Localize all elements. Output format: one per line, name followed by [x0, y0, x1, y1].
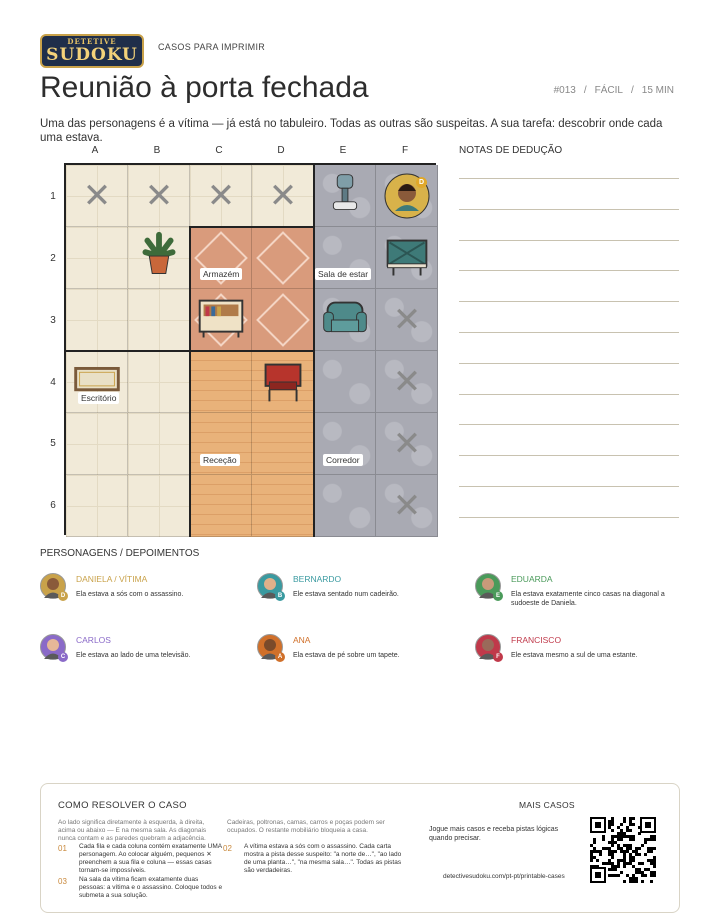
- grid-cell-E6[interactable]: [314, 475, 376, 537]
- character-avatar: [475, 573, 501, 599]
- room-label: Escritório: [78, 392, 119, 404]
- row-header: 4: [50, 377, 56, 388]
- note-line[interactable]: [459, 178, 679, 179]
- more-cases-link[interactable]: detectivesudoku.com/pt-pt/printable-cases: [443, 873, 565, 880]
- character-avatar: [257, 634, 283, 660]
- note-line[interactable]: [459, 486, 679, 487]
- character-avatar: [475, 634, 501, 660]
- character-statement: Ele estava sentado num cadeirão.: [293, 591, 399, 598]
- character-badge: D: [58, 591, 68, 601]
- character-badge: F: [493, 652, 503, 662]
- instructions-panel: [40, 783, 680, 913]
- row-header: 2: [50, 253, 56, 264]
- row-header: 3: [50, 315, 56, 326]
- eliminated-x-mark: ✕: [392, 424, 422, 464]
- qr-code[interactable]: [588, 815, 658, 885]
- character-statement: Ele estava ao lado de uma televisão.: [76, 652, 191, 659]
- grid-cell-D6[interactable]: [252, 475, 314, 537]
- column-header: D: [277, 145, 285, 156]
- room-label: Corredor: [323, 454, 363, 466]
- game-board: [64, 163, 436, 535]
- grid-cell-D5[interactable]: [252, 413, 314, 475]
- character-statement: Ela estava a sós com o assassino.: [76, 591, 184, 598]
- step-number: 02: [223, 844, 232, 853]
- plant-icon: [128, 227, 190, 289]
- grid-cell-A3[interactable]: [66, 289, 128, 351]
- column-header: B: [153, 145, 161, 156]
- column-header: C: [215, 145, 223, 156]
- intro-text: Uma das personagens é a vítima — já está no tabuleiro. Todas as outras são suspeitas. A sua tarefa: descobrir onde cada uma estava.: [40, 118, 663, 144]
- floor-pattern: [256, 293, 310, 347]
- note-line[interactable]: [459, 209, 679, 210]
- grid-cell-B4[interactable]: [128, 351, 190, 413]
- character-avatar: [257, 573, 283, 599]
- chair-icon: [252, 351, 314, 413]
- television-icon: [376, 227, 438, 289]
- character-card: [475, 634, 685, 674]
- note-line[interactable]: [459, 363, 679, 364]
- note-line[interactable]: [459, 424, 679, 425]
- character-statement: Ele estava mesmo a sul de uma estante.: [511, 652, 638, 659]
- character-badge: B: [275, 591, 285, 601]
- eliminated-x-mark: ✕: [392, 486, 422, 526]
- case-duration: 15 MIN: [641, 85, 674, 96]
- characters-title: PERSONAGENS / DEPOIMENTOS: [40, 548, 200, 559]
- character-badge: A: [275, 652, 285, 662]
- row-header: 6: [50, 500, 56, 511]
- more-cases-title: MAIS CASOS: [519, 800, 575, 810]
- logo-top-text: DETETIVE: [67, 37, 117, 46]
- page-title: Reunião à porta fechada: [40, 71, 369, 104]
- logo-main-text: SUDOKU: [46, 45, 138, 65]
- meta-separator: /: [630, 85, 634, 96]
- character-avatar: [40, 573, 66, 599]
- case-difficulty: FÁCIL: [594, 85, 623, 96]
- room-label: Armazém: [200, 268, 242, 280]
- character-name: BERNARDO: [293, 574, 342, 584]
- how-to-title: COMO RESOLVER O CASO: [58, 800, 187, 811]
- armchair-icon: [314, 289, 376, 351]
- character-statement: Ela estava exatamente cinco casas na diagonal a sudoeste de Daniela.: [511, 591, 665, 607]
- case-meta: [550, 85, 678, 96]
- how-to-note: Cadeiras, poltronas, camas, carros e poças podem ser ocupados. O restante mobiliário bloqueia a casa.: [227, 819, 385, 834]
- eliminated-x-mark: ✕: [392, 300, 422, 340]
- character-name: ANA: [293, 635, 311, 645]
- step-number: 01: [58, 844, 67, 853]
- eliminated-x-mark: ✕: [82, 176, 112, 216]
- how-to-intro: Ao lado significa diretamente à esquerda, à direita, acima ou abaixo — E na mesma sala. As diagonais nunca contam e as paredes quebram a adjacência.: [58, 819, 207, 842]
- step-number: 03: [58, 877, 67, 886]
- step-text: A vítima estava a sós com o assassino. Cada carta mostra a pista desse suspeito: "a norte de…", "ao lado de uma planta…", "na mesma sala…". Todas as pistas são verdadeiras.: [244, 843, 402, 874]
- grid-cell-B5[interactable]: [128, 413, 190, 475]
- note-line[interactable]: [459, 455, 679, 456]
- character-badge: C: [58, 652, 68, 662]
- grid-cell-A2[interactable]: [66, 227, 128, 289]
- more-cases-text: Jogue mais casos e receba pistas lógicas quando precisar.: [429, 826, 559, 842]
- note-line[interactable]: [459, 394, 679, 395]
- column-header: F: [401, 145, 409, 156]
- column-header: E: [339, 145, 347, 156]
- eliminated-x-mark: ✕: [206, 176, 236, 216]
- victim-daniela-token: [376, 165, 438, 227]
- room-label: Receção: [200, 454, 240, 466]
- eliminated-x-mark: ✕: [392, 362, 422, 402]
- grid-cell-B6[interactable]: [128, 475, 190, 537]
- lamp-icon: [314, 165, 376, 227]
- note-line[interactable]: [459, 270, 679, 271]
- note-line[interactable]: [459, 240, 679, 241]
- note-line[interactable]: [459, 332, 679, 333]
- floor-pattern: [256, 231, 310, 285]
- room-label: Sala de estar: [315, 268, 371, 280]
- grid-cell-A6[interactable]: [66, 475, 128, 537]
- eliminated-x-mark: ✕: [144, 176, 174, 216]
- character-name: DANIELA / VÍTIMA: [76, 574, 148, 584]
- step-text: Cada fila e cada coluna contém exatamente UMA personagem. Ao colocar alguém, pequenos ✕ preenchem a sua fila e coluna — essas casas tornam-se impossíveis.: [79, 843, 222, 874]
- grid-cell-C6[interactable]: [190, 475, 252, 537]
- note-line[interactable]: [459, 517, 679, 518]
- character-statement: Ela estava de pé sobre um tapete.: [293, 652, 400, 659]
- brand-logo: [40, 34, 144, 68]
- character-card: [475, 573, 685, 613]
- grid-cell-B3[interactable]: [128, 289, 190, 351]
- meta-separator: /: [583, 85, 587, 96]
- character-name: EDUARDA: [511, 574, 553, 584]
- character-card: [40, 573, 250, 613]
- page-kicker: CASOS PARA IMPRIMIR: [158, 42, 266, 52]
- character-name: FRANCISCO: [511, 635, 562, 645]
- column-header: A: [91, 145, 99, 156]
- grid-cell-E4[interactable]: [314, 351, 376, 413]
- grid-cell-D2[interactable]: [252, 227, 314, 289]
- grid-cell-C4[interactable]: [190, 351, 252, 413]
- grid-cell-A5[interactable]: [66, 413, 128, 475]
- grid-cell-D3[interactable]: [252, 289, 314, 351]
- row-header: 1: [50, 191, 56, 202]
- character-card: [257, 634, 467, 674]
- shelf-icon: [190, 289, 252, 351]
- character-card: [40, 634, 250, 674]
- note-line[interactable]: [459, 301, 679, 302]
- character-avatar: [40, 634, 66, 660]
- eliminated-x-mark: ✕: [268, 176, 298, 216]
- character-name: CARLOS: [76, 635, 111, 645]
- character-card: [257, 573, 467, 613]
- notes-title: NOTAS DE DEDUÇÃO: [459, 145, 563, 156]
- step-text: Na sala da vítima ficam exatamente duas pessoas: a vítima e o assassino. Coloque todos e submeta a sua solução.: [79, 876, 223, 899]
- room-wall: [189, 351, 191, 537]
- row-header: 5: [50, 438, 56, 449]
- case-id: #013: [553, 85, 576, 96]
- character-badge: E: [493, 591, 503, 601]
- victim-badge: D: [416, 177, 427, 188]
